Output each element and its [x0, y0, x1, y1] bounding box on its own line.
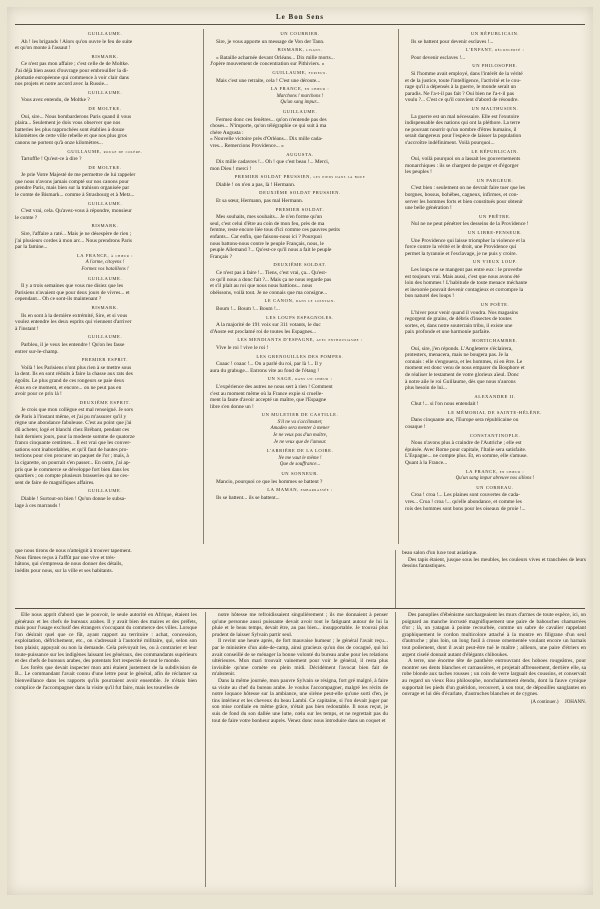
speaker-name: UN CORBEAU.: [476, 484, 514, 490]
verse-line: A l'arme, citoyens !: [85, 260, 125, 266]
dialogue-line: francs cinquante centimes... Il est vrai que les conver-: [15, 440, 131, 447]
dialogue-line: prendre Paris, mais bien sur la trahison organisée par: [15, 185, 130, 192]
prose-line: beau salon d'un luxe tout asiatique.: [402, 550, 478, 556]
dialogue-line: à notre aile le roi Guillaume, dès que nous n'aurons: [405, 378, 516, 385]
speaker-name: BISMARK, lisant.: [277, 47, 323, 53]
speaker-name: LE RÉPUBLICAIN.: [471, 148, 519, 154]
speaker-name: UN PRÊTRE.: [478, 213, 512, 219]
speaker-name: LE CANON, dans le lointain.: [264, 298, 336, 304]
dialogue-line: est toujours vrai. Mais aussi, c'est que nous avons été: [405, 273, 520, 280]
dialogue-line: Mes souhaits, mes souhaits... Je n'en forme qu'un: [216, 214, 322, 221]
dialogue-line: d'Aoste est proclamé roi de toutes les Espagnes...: [210, 328, 317, 335]
dialogue-line: paix profonde et une harmonie parfaite.: [405, 329, 491, 336]
speaker-name: UN PARGEUR.: [476, 177, 514, 183]
dialogue-line: protesters, menacera, mais ne bougera pas. Je la: [405, 352, 509, 359]
dialogue-line: de Paris à l'instant même, et j'ai pu m'assurer qu'il y: [15, 413, 127, 420]
dialogue-line: Fermez donc ces fenêtres... qu'on n'entende pas des: [216, 116, 327, 123]
dialogue-line: Il y a trois semaines que vous me disiez que les: [21, 283, 124, 290]
dialogue-line: cosaque !: [405, 424, 426, 431]
speaker-name: UN MALTHUSIEN.: [471, 105, 519, 111]
speaker-name: PREMIER ESPRIT.: [81, 357, 129, 363]
verse-line: Qu'un sang impur abreuve nos sillons !: [455, 476, 535, 482]
verse-line: Ne me vaut le même !: [278, 455, 322, 461]
dialogue-line: à l'instant !: [15, 325, 39, 332]
dialogue-line: moment est donc venu de nous emparer du Bosphore et: [405, 365, 525, 372]
dialogue-line: épuisée. Avec Rome pour capitale, l'Italie sera satisfaite.: [405, 446, 527, 453]
dialogue-line: rage qu'il a dépensés à la guerre, le monde serait un: [405, 84, 516, 91]
dialogue-line: rois des hommes sont bons pour les oiseaux de proie !...: [405, 505, 526, 512]
dialogue-line: et de la justice, toute l'intelligence, l'activité et le cou-: [405, 77, 521, 84]
dialogue-line: batteries les plus rapprochées sont établies à douze: [15, 126, 125, 133]
speaker-name: LA MAMAN, embarrassée :: [267, 487, 333, 493]
dialogue-line: Si l'homme avait employé, dans l'intérêt de la vérité: [411, 70, 523, 77]
dialogue-line: Une Providence qui laisse triompher la violence et la: [411, 237, 526, 244]
speaker-name: UN SAGE, dans un chœur :: [267, 376, 333, 382]
prose-paragraph: Les forêts que devait inspecter mon ami étaient justement de la subdivision de B... Le commandant l'avait connu d'une lettre pour le général, afin de réclamer sa bienveillance dans les rapports qu'ils pourraient avoir ensemble. Je n'étais bien complice de l'accompagner dans la visite qu'il fut faire, mais les tourelles de: [15, 664, 197, 691]
dialogue-line: indispensable des nations qui ont la pléthore. La terre: [405, 120, 521, 127]
dialogue-line: Quant à la France...: [405, 460, 448, 467]
speaker-name: GUILLAUME.: [87, 31, 123, 36]
speaker-name: UN POÈTE.: [480, 301, 510, 307]
speaker-name: DE MOLTKE.: [88, 105, 122, 111]
dialogue-line: kilomètres de cette ville rebelle et que nos plus gros: [15, 133, 127, 140]
dialogue-line: Les loups ne se mangent pas entre eux : le proverbe: [411, 267, 523, 273]
dialogue-line: L'Espagne... ne compte plus. Et, en somme, elle s'amuse.: [405, 453, 528, 460]
dialogue-line: La guerre est un mal nécessaire. Elle est l'exutoire: [411, 113, 519, 120]
speaker-name: HORTICHAMBRE.: [472, 337, 518, 343]
prose-column-2: [205, 612, 388, 887]
speaker-name: AUGUSTA.: [286, 151, 314, 157]
dialogue-line: de réaliser le testament de votre glorieux aïeul. Donc: [405, 371, 519, 378]
dialogue-line: égoûts. Le plus grand de ces rongeurs se paie deux: [15, 377, 125, 384]
speaker-name: UN COURRIER.: [280, 31, 320, 36]
dialogue-line: L'hiver pour venir quand il voudra. Nos magasins: [411, 309, 518, 316]
dialogue-line: sent de faire de magnifiques affaires.: [15, 479, 95, 486]
dialogue-line: Je prie Votre Majesté de me permettre de lui rappeler: [21, 172, 136, 179]
speaker-name: UN SONNEUR.: [281, 471, 319, 477]
lower-left-line: que nous tirons de nous n'atteignit à trouver tapement.: [15, 548, 132, 554]
verse-line: Je ne veux que de l'amour.: [273, 439, 327, 445]
dialogue-line: Pour devenir esclaves !...: [411, 54, 466, 61]
dialogue-line: Oui, voilà pourquoi on a lassait les gouvernements: [411, 156, 521, 163]
dialogue-line: J'opère mouvement de concentration sur Pithiviers. »: [210, 61, 325, 68]
dialogue-line: huit derniers jours, pour la modeste somme de quatorze: [15, 433, 135, 440]
dialogue-line: voulez entendre les deux esprits qui viennent d'arriver: [15, 319, 132, 326]
lower-left-line: Nous fûmes reçus à l'affût par une vive et très-: [15, 554, 116, 561]
dialogue-column-3: [398, 29, 585, 544]
verse-line: Formez vos bataillons !: [81, 267, 129, 272]
dialogue-line: s'accroître indéfiniment. Voilà pourquoi...: [405, 139, 495, 146]
speaker-name: UN PHILOSOPHE.: [472, 63, 518, 69]
dialogue-line: les peuples !: [405, 169, 432, 176]
speaker-name: LA FRANCE, en chœur :: [465, 468, 525, 474]
dialogue-line: le comte ?: [15, 214, 38, 221]
dialogue-line: Coaac ! coaac !... On a parlé du roi, par là !... Il y: [216, 361, 322, 368]
dialogue-line: Parisiens n'avaient que pour deux jours de vivres... et: [15, 289, 130, 296]
author-signature: JOHANN.: [564, 699, 586, 705]
speaker-name: UN VIEUX LOUP.: [472, 259, 518, 265]
dialogue-line: nos projets et notre accord avec la Russie...: [15, 81, 109, 88]
dialogue-line: Ce n'est pas mon affaire ; c'est celle de de Moltke.: [21, 61, 129, 68]
speaker-name: BISMARK.: [91, 53, 119, 59]
dialogue-line: sations sont inabordables, et qu'il faut de hautes pro-: [15, 446, 129, 453]
speaker-name: ALEXANDRE II.: [474, 393, 516, 399]
dialogue-line: serait dangereux pour l'espèce de laisser la population: [405, 133, 522, 140]
dialogue-line: quartiers ; on compte plusieurs brasseries qui ne ces-: [15, 473, 129, 480]
dialogue-line: C'est vrai, cela. Qu'avez-vous à répondre, monsieur: [21, 208, 132, 215]
dialogue-line: mon Dieu ! merci !: [210, 165, 252, 172]
dialogue-line: plaira... Seulement je dois vous observer que nos: [15, 120, 121, 127]
prose-paragraph: notre hôtesse me refroidissaient singulièrement ; ils me donnaient à penser qu'une personne aussi puissante devait avoir tout le fatiguant autour de lui la pluie et le beau temps, devait être, au pas bien... insupportable. Je trouvai plus prudent de laisser Sylvain partir seul.: [212, 612, 388, 638]
dialogue-line: vres... Remercions Providence... »: [210, 142, 284, 149]
dialogue-columns: [15, 29, 585, 544]
dialogue-line: Tartoffle ! Qu'est-ce à dire ?: [21, 156, 82, 163]
dialogue-line: lage à ces marrauds !: [15, 502, 61, 509]
dialogue-line: Et sa sœur, Hermann, pas mal Hermann.: [216, 198, 304, 205]
dialogue-line: paradis. Ne l'a-t-il pas fait ? Oui bien ne l'a-t-il pas: [405, 90, 514, 97]
dialogue-line: Ils se battent pour devenir esclaves !...: [411, 38, 494, 45]
dialogue-line: la cigarette, on pourrait s'en passer... En outre, j'ai ap-: [15, 460, 131, 467]
dialogue-line: « Nouvelle victoire près d'Orléans... Dix mille cada-: [210, 136, 323, 143]
newspaper-page: [7, 7, 593, 895]
dialogue-line: Nul ne ne peut pénétrer les desseins de la Providence !: [411, 221, 529, 228]
speaker-name: CONSTANTINOPLE.: [469, 432, 521, 438]
speaker-name: DEUXIÈME ESPRIT.: [79, 399, 131, 405]
dialogue-line: nous battons-nous contre le peuple Français, nous, le: [210, 240, 324, 247]
dialogue-column-2: [203, 29, 390, 544]
dialogue-line: dû acheter, logé et blanchi chez Brébant, pendant ces: [15, 427, 130, 434]
dialogue-line: ment la faute d'avoir accepté un maître, que l'Espagne: [210, 397, 327, 404]
speaker-name: DEUXIÈME SOLDAT.: [273, 262, 327, 268]
dialogue-column-1: [15, 29, 195, 544]
running-head: Le Bon Sens: [276, 13, 324, 21]
dialogue-line: J'ai déjà bien assez d'ouvrage pour embrouiller la di-: [15, 67, 129, 74]
speaker-name: UN LIBRE-PENSEUR.: [467, 230, 523, 236]
dialogue-line: chère Augusta :: [210, 129, 244, 136]
dialogue-line: borgnes, bossus, bohèbes, cagneux, infirmes, et con-: [405, 192, 519, 199]
prose-line: Des tapis étaient, jusque sous les meubles, les couleurs vives et tranchées de leurs dessins fantastiques.: [402, 556, 586, 570]
speaker-name: UN RÉPUBLICAIN.: [470, 31, 520, 36]
dialogue-line: Oui, sire... Nous bombarderons Paris quand il vous: [21, 113, 132, 120]
dialogue-line: plus besoin de lui...: [405, 385, 447, 392]
lower-left-text: [15, 548, 197, 608]
dialogue-line: Je crois que mon collègue est mal renseigné. Je sors: [21, 407, 133, 414]
continuation-note: (A continuer.): [530, 699, 559, 705]
verse-line: Qu'un sang impur...: [280, 100, 320, 106]
dialogue-line: femme, reste encore liée tous d'ici comme ces pauvres petits: [210, 227, 340, 234]
dialogue-line: par la famine...: [15, 244, 48, 251]
prose-paragraph: Dans la même journée, mon pauvre Sylvain se résigna, fort gré malgré, à faire sa visite au chef du bureau arabe. Je voulus l'accompagner, malgré les récits de notre loquace hôtesse sur la ambiance, une sirène peut-elle qu'une sorti d'en, je tins intérieur et les cheveux du beau Lambi. Ce capitaine, si l'on devait juger par son mise cordiale en même grâce, n'était pas bien redoutable. Il nous reçut, je suis de fond du son dallée une lutte, cœlu sur les temps, et ne regrettait pas du tout de faire votre bonheur auprès. Venez donc nous introduire dans un coquet et: [212, 677, 388, 724]
speaker-name: PREMIER SOLDAT PRUSSIEN, les pieds dans la boue: [234, 174, 366, 180]
dialogue-line: connais : elle s'engouera, et les hommes, ni en être. Le: [405, 358, 523, 365]
verse-line: S'il ne va s'acclimater,: [277, 419, 323, 425]
speaker-name: LES MENDIANTS D'ESPAGNE, avec enthousiasme :: [237, 337, 363, 343]
dialogue-line: Dix mille cadavres !... Oh ! que c'est beau !... Merci,: [216, 159, 330, 166]
dialogue-line: cependant... Oh ce sont-ils maintenant ?: [15, 296, 102, 303]
dialogue-line: C'est bien : seulement on ne devrait faire tuer que les: [411, 185, 526, 192]
dialogue-line: enfants... Car enfin, que faisons-nous ici ? Pourquoi: [210, 234, 322, 241]
lower-left-line: hâtons, qui s'empressa de nous donner des détails,: [15, 561, 123, 568]
dialogue-line: regorgent de grains, de débris d'insectes de toutes: [405, 316, 512, 323]
dialogue-line: server les hommes forts et bien constitués pour obtenir: [405, 198, 523, 205]
speaker-name: UN MULETIER DE CASTILLE.: [261, 412, 339, 418]
dialogue-line: A la majorité de 191 voix sur 311 votants, le duc: [216, 322, 321, 329]
dialogue-line: que nous n'avons jamais compté sur nos canons pour: [15, 178, 129, 185]
speaker-name: GUILLAUME.: [87, 488, 123, 494]
dialogue-line: plomatie européenne qui commence à voir clair dans: [15, 74, 129, 81]
dialogue-line: monarchiques : ils se chargent de purger et d'égorger: [405, 162, 519, 169]
speaker-name: GUILLAUME.: [87, 334, 123, 340]
dialogue-line: permet la tyrannie et l'esclavage, je ne puis y croire.: [405, 250, 517, 257]
dialogue-line: Sire, je vous apporte un message de Von der Tann.: [216, 38, 325, 45]
dialogue-line: Voilà ! les Parisiens n'ont plus rien à se mettre sous: [21, 364, 132, 371]
dialogue-line: la dent. Ils en sont réduits à faire la chasse aux rats des: [15, 371, 133, 378]
dialogue-line: Vous avez entendu, de Moltke ?: [21, 97, 90, 104]
dialogue-line: peuple Allemand ?... Qu'est-ce qu'il nous a fait le peuple: [210, 247, 332, 254]
signature-line: [402, 700, 586, 707]
dialogue-line: règne une abondance fabuleuse. C'est au point que j'ai: [15, 420, 132, 427]
dialogue-line: c'est au moment même où la France expie si cruelle-: [210, 390, 324, 397]
dialogue-line: Sire, l'affaire a raté... Mais je ne désespère de rien ;: [21, 231, 132, 238]
prose-paragraph: A terre, une énorme tête de panthère entrouvrant des hoboes rougeâtres, pour montrer ses dents blanches et carnassières, et projetait affreusement, derrière elle, sa robe blonde aux taches rousses ; un coin de verre larguait des coussins, et conservait au regard un vieux Rou philosophe, nonchalamment étendu, dont la fauve cynique supportait les pieds d'un guéridon, recouvert, à son tour, de dépouilles sanglantes en ouvrage et lui dés d'écarlate, d'autruches blanches et de cygnes.: [402, 658, 586, 698]
dialogue-line: Croa ! croa !... Les plaines sont couvertes de cada-: [411, 492, 520, 499]
dialogue-line: j'ai plusieurs cordes à mon arc... Nous prendrons Paris: [15, 237, 132, 244]
speaker-name: LA FRANCE, à chœur :: [76, 252, 134, 258]
dialogue-line: Ah ! les brigands ! Alors qu'on ouvre le feu de suite: [21, 38, 133, 45]
dialogue-line: obéissons, voilà tout. Je ne connais que ma consigne...: [210, 289, 328, 296]
dialogue-line: Parbleu, il je veux les entendre ! Qu'on les fasse: [21, 341, 125, 348]
prose-paragraph: Des panoplies d'ébénisme surchargeaient les murs d'armes de toute espèce, ici, on poignard au manche incrusté magnifiquement une paire de babouches chamarrées d'or ; là, un yatagan à pointe recourbée, comme un sabre de cavalier rappelant graphiquement le cordon multicolore attaché à la montre en filigrane d'un seul d'autruche ; plus loin, un long fusil à crosse ornementée voulant encore un harnais tout poilement, dont il avait peut-être tué le maître ; ailleurs, une paire d'étriers en argent ciselé donnait autant d'élégants chiboukes.: [402, 612, 586, 658]
speaker-name: BISMARK.: [91, 223, 119, 229]
lower-left-line: inédits pour nous, sur la ville et ses habitants.: [15, 567, 113, 574]
dialogue-line: Diable ! on n'en a pas, là ! Hermann.: [216, 181, 296, 188]
dialogue-line: force contre la vérité et le droit, une Providence qui: [405, 244, 517, 251]
speaker-name: GUILLAUME.: [87, 89, 123, 95]
speaker-name: LES LOUPS ESPAGNOLES.: [266, 314, 334, 320]
speaker-name: GUILLAUME.: [87, 200, 123, 206]
dialogue-line: entrer sur-le-champ.: [15, 348, 59, 355]
dialogue-line: « Bataille acharnée devant Orléans... Dix mille morts...: [216, 54, 335, 61]
dialogue-line: ce qu'il nous a donc fait ?... Mais ça ne nous regarde pas: [210, 276, 332, 283]
dialogue-line: voulu ?... C'est ce qu'il convient d'abord de résoudre.: [405, 97, 519, 104]
dialogue-line: Chut !... si l'on nous entendait !: [411, 401, 479, 408]
dialogue-line: Français ?: [210, 253, 233, 260]
speaker-name: LE MÉMORIAL DE SAINTE-HÉLÈNE.: [447, 409, 543, 415]
dialogue-line: ne pouvant nourrir qu'un nombre d'êtres humains, il: [405, 126, 517, 133]
dialogue-line: Vive le roi ! vive le roi !: [216, 344, 269, 351]
dialogue-line: tections pour s'en procurer un paquet de l'or ; mais, à: [15, 453, 129, 460]
dialogue-line: libre s'en donne un !: [210, 403, 254, 410]
dialogue-line: et inexorée pouvait devenir contagieux et corrompre la: [405, 286, 524, 293]
dialogue-line: Mais c'est une retraite, cela ! C'est une déroute...: [216, 77, 321, 84]
speaker-name: L'ENFANT, déconcerté :: [465, 47, 525, 53]
dialogue-line: Dans cinquante ans, l'Europe sera républicaine ou: [411, 417, 519, 424]
dialogue-line: Mancio, pourquoi ce que les hommes se battent ?: [216, 478, 323, 485]
section-rule: [15, 608, 585, 609]
dialogue-line: seul, c'est celui d'être au coin de mon feu, près de ma: [210, 220, 325, 227]
header-rule: [15, 24, 585, 25]
speaker-name: LA FRANCE, en chœur :: [270, 86, 330, 92]
speaker-name: DEUXIÈME SOLDAT PRUSSIEN.: [259, 190, 341, 196]
dialogue-line: écus en ce moment, et encore... on ne peut pas en: [15, 384, 122, 391]
prose-paragraph: Il revint une heure après, de fort mauvaise humeur ; le général l'avait reçu... par le ministère d'un aide-de-camp, ainsi gracieux qu'un dos de cocagné, qui lui avait conseillé de se ménager la bonne volonté du bureau arabe pour les relations ultérieures. Mon mari trouvait vainement pour voir le général, il resta plus invisible qu'une comète en plein midi. Décidément l'avocat bien fait de m'abstenir.: [212, 638, 388, 678]
dialogue-line: avoir pour ce prix là !: [15, 391, 62, 398]
dialogue-line: pris que le commerce se développe fort bien dans les: [15, 466, 129, 473]
prose-column-3: [395, 612, 586, 887]
verse-line: Amadeo sera menter à mener: [270, 426, 330, 432]
verse-line: Que de souffrance...: [279, 462, 321, 468]
speaker-name: GUILLAUME, rouge de colère.: [67, 148, 143, 154]
dialogue-line: Ce n'est pas à faire !... Tiens, c'est vrai, ça... Qu'est-: [216, 270, 327, 276]
dialogue-line: Nous n'avons plus à craindre de l'Autriche ; elle est: [411, 440, 522, 447]
dialogue-line: une belle génération !: [405, 205, 452, 212]
dialogue-line: bon naturel des loups !: [405, 293, 455, 300]
speaker-name: LES GRENOUILLES DES POMPES.: [256, 353, 344, 359]
dialogue-line: choses... N'importe, qu'on télégraphie ce qui suit à ma: [210, 123, 327, 130]
speaker-name: GUILLAUME.: [282, 108, 318, 114]
verse-line: Marchons ! marchons !: [276, 93, 324, 99]
speaker-name: GUILLAUME, furieux.: [272, 69, 328, 75]
dialogue-line: et qu'on monte à l'assaut !: [15, 45, 71, 52]
dialogue-line: Boum !... Boum !... Boum !...: [216, 305, 280, 312]
prose-column-1: [15, 612, 197, 887]
dialogue-line: le comte de Bismark... comme à Strasbourg et à Metz...: [15, 192, 135, 199]
dialogue-line: canons ne portent qu'à onze kilomètres...: [15, 139, 103, 146]
dialogue-line: Diable ! Surtout-on bien ! Qu'on donne le subsa-: [21, 496, 126, 502]
prose-paragraph: Elle nous apprit d'abord que le pouvoir, le seule autorité en Afrique, étaient les généraux et les chefs de bureaux arabes. Il y avait bien des maires et des préfets, mais pour l'usage exclusif des étrangers s'occupant du commerce des villes. Lorsque l'on désirait quel que ce fût, ayant rapport au territoire : achat, concession, exploitation, défrichement, etc., on s'adressait à l'autorité militaire, qui, selon son bon plaisir, appuyait ou non la demande. Cela prévoyait les, ou à contrarier et leur toute-puissance sur les indigènes laissant les généraux, des commandants supérieurs et des chefs de bureaux arabes, des potentats fort respectés de tout le monde.: [15, 612, 197, 665]
speaker-name: L'ARRIÈRE DE LA LOIRE.: [266, 448, 334, 454]
dialogue-line: sortes, et, dans notre souterrain tribu, il existe une: [405, 322, 513, 329]
dialogue-line: Oui, sire, j'en réponds. L'Angleterre s'éclairera,: [411, 345, 513, 352]
dialogue-line: vres... Croa ! croa !... qu'elle abondance, et comme les: [405, 499, 522, 505]
speaker-name: PREMIER SOLDAT.: [275, 206, 325, 212]
speaker-name: DE MOLTKE.: [88, 164, 122, 170]
dialogue-line: Ils en sont à la dernière extrémité, Sire, et si vous: [21, 312, 128, 319]
speaker-name: GUILLAUME.: [87, 275, 123, 281]
speaker-name: BISMARK.: [91, 304, 119, 310]
dialogue-line: loin des hommes ! L'habitude de toute menace méchante: [405, 280, 528, 287]
verse-line: Je ne veux pas d'un maître,: [272, 433, 328, 439]
dialogue-line: et s'il plait au roi que nous nous battions... nous: [210, 283, 313, 290]
column-3-continuation: [395, 550, 586, 608]
dialogue-line: aura du grabuge... Entrons vite au fond de l'étang !: [210, 367, 320, 374]
dialogue-line: Ils se battent... ils se battent...: [216, 494, 280, 501]
dialogue-line: L'expérience des autres ne nous sert à rien ! Comment: [216, 383, 333, 390]
